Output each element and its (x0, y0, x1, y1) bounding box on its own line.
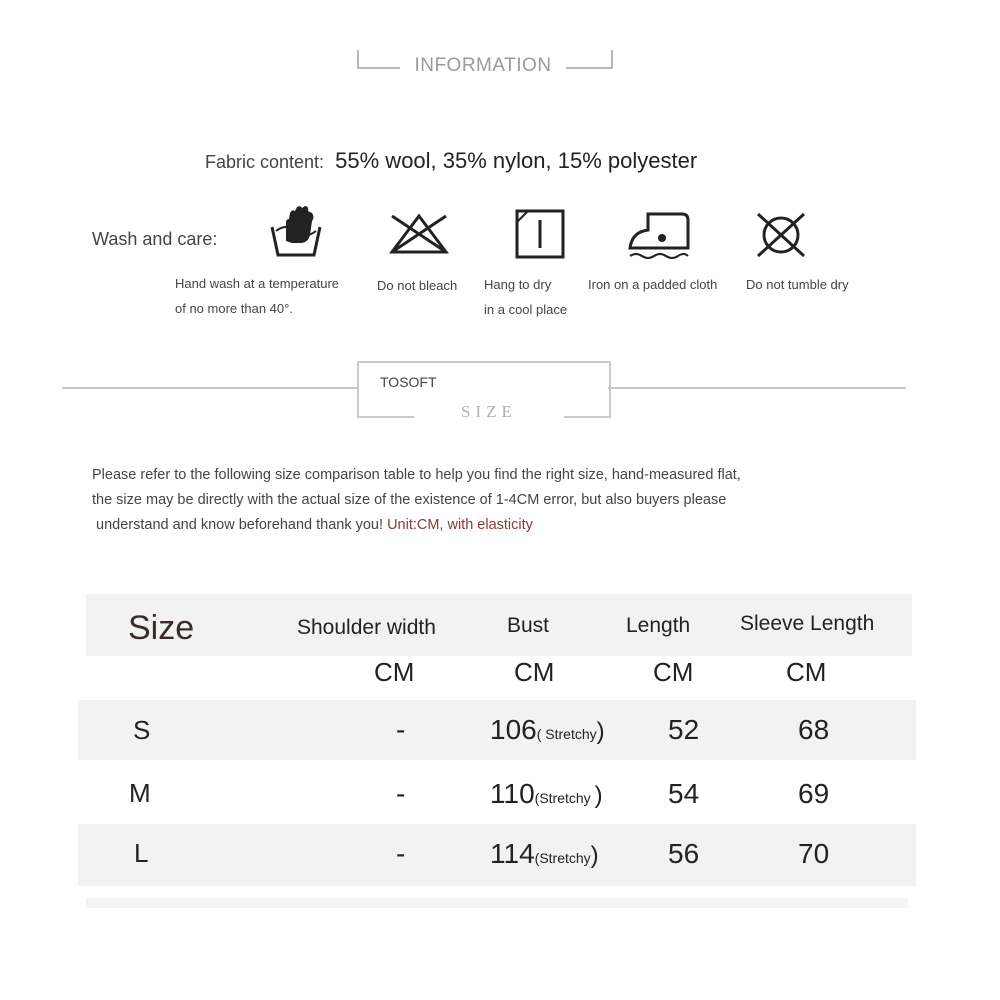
unit-note: Unit:CM, with elasticity (387, 517, 533, 533)
row-m-bust-note: Stretchy (539, 790, 595, 806)
row-s-bust-close: ) (596, 718, 605, 745)
header-shoulder-width: Shoulder width (297, 616, 436, 639)
header-bust: Bust (507, 614, 550, 637)
row-l-bust-close: ) (590, 842, 599, 869)
row-m-bust (490, 778, 603, 810)
row-m-bust-open: ( (534, 790, 540, 806)
row-s-sleeve: 68 (798, 714, 830, 745)
row-l-bust (490, 838, 599, 870)
size-note-line3 (92, 513, 852, 538)
row-l-shoulder: - (396, 838, 406, 869)
size-note-line3-text: understand and know beforehand thank you! (92, 517, 388, 533)
hand-wash-text (175, 271, 339, 321)
size-divider-right (608, 387, 906, 389)
iron-text: Iron on a padded cloth (588, 277, 718, 292)
size-title: SIZE (414, 402, 564, 422)
row-m-bust-close: ) (594, 782, 603, 809)
unit-bust: CM (514, 657, 555, 687)
no-tumble-dry-text: Do not tumble dry (746, 277, 849, 292)
row-m-sleeve: 69 (798, 778, 830, 809)
fabric-content-label: Fabric content: (205, 152, 325, 172)
row-l-sleeve: 70 (798, 838, 830, 869)
fabric-content (205, 148, 697, 174)
row-s-size: S (133, 715, 151, 745)
row-m-shoulder: - (396, 778, 406, 809)
hand-wash-icon (268, 205, 324, 259)
no-bleach-icon (388, 210, 450, 256)
hang-dry-text-line2: in a cool place (484, 302, 568, 317)
hang-dry-icon (514, 208, 566, 260)
header-length: Length (626, 614, 691, 637)
row-l-length: 56 (668, 838, 700, 869)
no-tumble-dry-icon (754, 210, 808, 260)
size-note-line2: the size may be directly with the actual size of the existence of 1-4CM error, but also buyers please (92, 492, 727, 508)
information-title: INFORMATION (400, 55, 566, 77)
row-l-bust-value: 114 (490, 838, 535, 869)
row-l-bust-open: ( (534, 850, 540, 866)
row-s-bust-open: ( (536, 726, 542, 742)
row-l-bust-note: Stretchy (539, 850, 591, 866)
row-m-length: 54 (668, 778, 700, 809)
row-l-size: L (134, 838, 149, 868)
header-size: Size (128, 609, 195, 647)
row-s-bust (490, 714, 605, 746)
fabric-content-value: 55% wool, 35% nylon, 15% polyester (335, 148, 698, 173)
table-bottom-band (86, 898, 908, 908)
hang-dry-text-line1: Hang to dry (484, 277, 552, 292)
unit-sleeve: CM (786, 657, 827, 687)
hand-wash-text-line1: Hand wash at a temperature (175, 276, 340, 291)
size-note (92, 463, 852, 538)
row-s-shoulder: - (396, 714, 406, 745)
unit-length: CM (653, 657, 694, 687)
row-s-bust-note: Stretchy (541, 726, 597, 742)
size-note-line1: Please refer to the following size comparison table to help you find the right size, hand-measured flat, (92, 467, 741, 483)
row-s-bust-value: 106 (490, 714, 537, 745)
unit-shoulder: CM (374, 657, 415, 687)
wash-care-label: Wash and care: (92, 229, 218, 249)
hang-dry-text (484, 272, 567, 322)
row-m-size: M (129, 778, 151, 808)
hand-wash-text-line2: of no more than 40°. (175, 301, 293, 316)
iron-icon (626, 208, 692, 264)
brand-label: TOSOFT (380, 374, 437, 390)
no-bleach-text: Do not bleach (377, 278, 458, 293)
row-s-length: 52 (668, 714, 700, 745)
header-sleeve-length: Sleeve Length (740, 612, 875, 635)
size-divider-left (62, 387, 358, 389)
row-m-bust-value: 110 (490, 778, 535, 809)
